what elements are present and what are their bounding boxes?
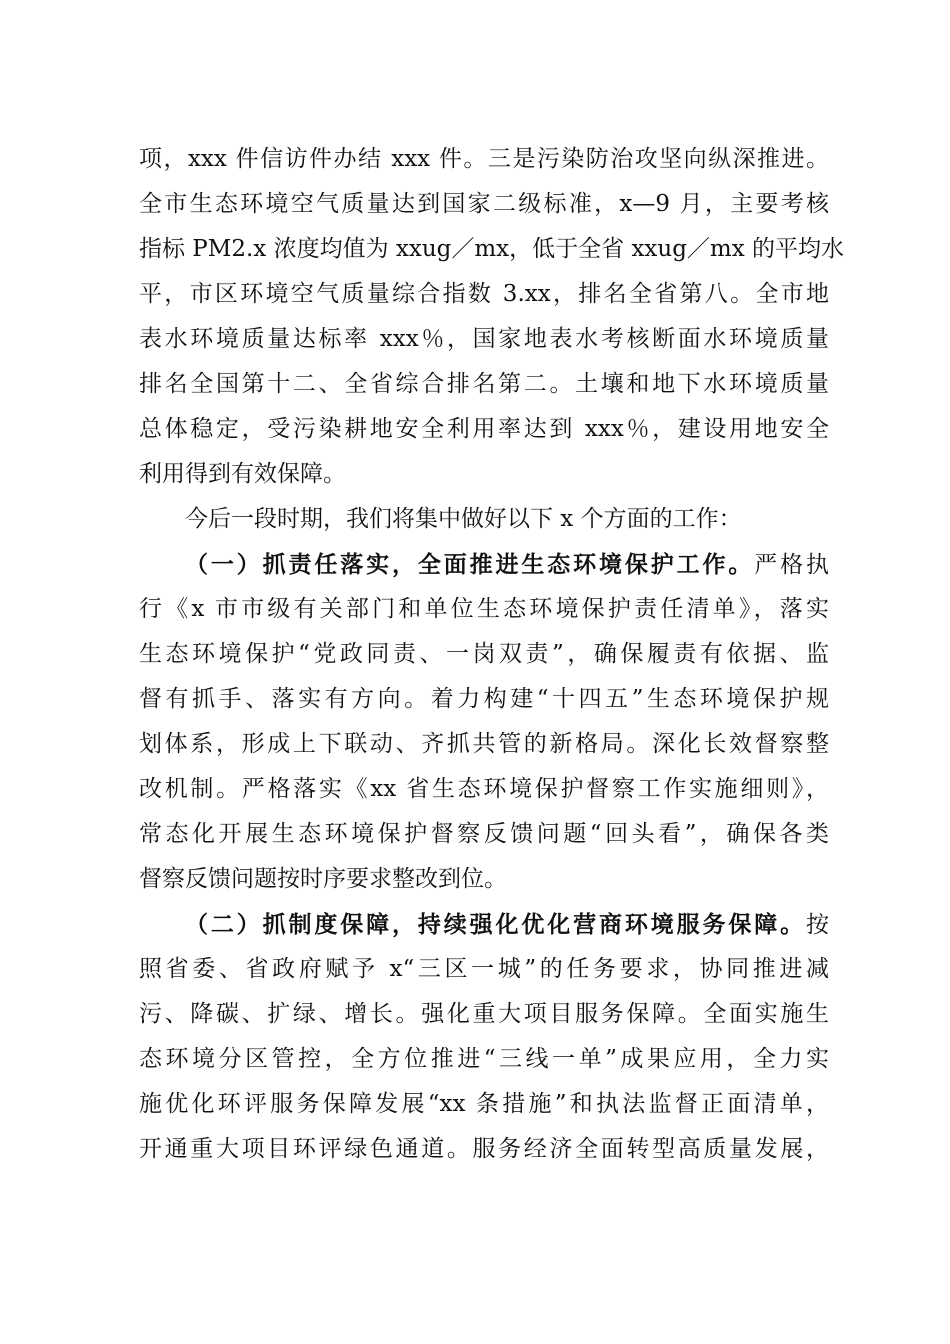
text-line: 总体稳定，受污染耕地安全利用率达到 xxx％，建设用地安全 — [139, 416, 829, 442]
text-line: 利用得到有效保障。 — [139, 461, 346, 487]
text-line: 全市生态环境空气质量达到国家二级标准，x—9 月，主要考核 — [139, 191, 829, 217]
text-line: 态环境分区管控，全方位推进“三线一单”成果应用，全力实 — [139, 1046, 829, 1072]
section-1-lead-text: 严格执 — [754, 552, 829, 578]
text-line: 表水环境质量达标率 xxx％，国家地表水考核断面水环境质量 — [139, 326, 829, 352]
section-2-lead-text: 按 — [806, 912, 829, 938]
text-line: 生态环境保护“党政同责、一岗双责”，确保履责有依据、监 — [139, 641, 829, 667]
text-line: 常态化开展生态环境保护督察反馈问题“回头看”，确保各类 — [139, 821, 829, 847]
section-1-heading: （一）抓责任落实，全面推进生态环境保护工作。 — [185, 551, 755, 578]
section-2-first-line — [139, 902, 829, 947]
text-line: 行《x 市市级有关部门和单位生态环境保护责任清单》，落实 — [139, 596, 829, 622]
text-line: 平，市区环境空气质量综合指数 3.xx，排名全省第八。全市地 — [139, 281, 829, 307]
body-text — [139, 137, 845, 1172]
text-line: 督有抓手、落实有方向。着力构建“十四五”生态环境保护规 — [139, 686, 829, 712]
text-line: 排名全国第十二、全省综合排名第二。土壤和地下水环境质量 — [139, 371, 829, 397]
text-line: 施优化环评服务保障发展“xx 条措施”和执法监督正面清单， — [139, 1091, 829, 1117]
text-line: 照省委、省政府赋予 x“三区一城”的任务要求，协同推进减 — [139, 956, 829, 982]
text-line: 督察反馈问题按时序要求整改到位。 — [139, 866, 507, 892]
paragraph-intro: 今后一段时期，我们将集中做好以下 x 个方面的工作： — [185, 506, 742, 532]
text-line: 污、降碳、扩绿、增长。强化重大项目服务保障。全面实施生 — [139, 1001, 829, 1027]
section-2-heading: （二）抓制度保障，持续强化优化营商环境服务保障。 — [185, 911, 806, 938]
text-line: 划体系，形成上下联动、齐抓共管的新格局。深化长效督察整 — [139, 731, 829, 757]
section-1-first-line — [139, 542, 829, 587]
text-line: 改机制。严格落实《xx 省生态环境保护督察工作实施细则》， — [139, 776, 829, 802]
text-line: 开通重大项目环评绿色通道。服务经济全面转型高质量发展， — [139, 1136, 829, 1162]
text-line: 项，xxx 件信访件办结 xxx 件。三是污染防治攻坚向纵深推进。 — [139, 146, 829, 172]
text-line: 指标 PM2.x 浓度均值为 xxug／mx，低于全省 xxug／mx 的平均水 — [139, 236, 845, 262]
